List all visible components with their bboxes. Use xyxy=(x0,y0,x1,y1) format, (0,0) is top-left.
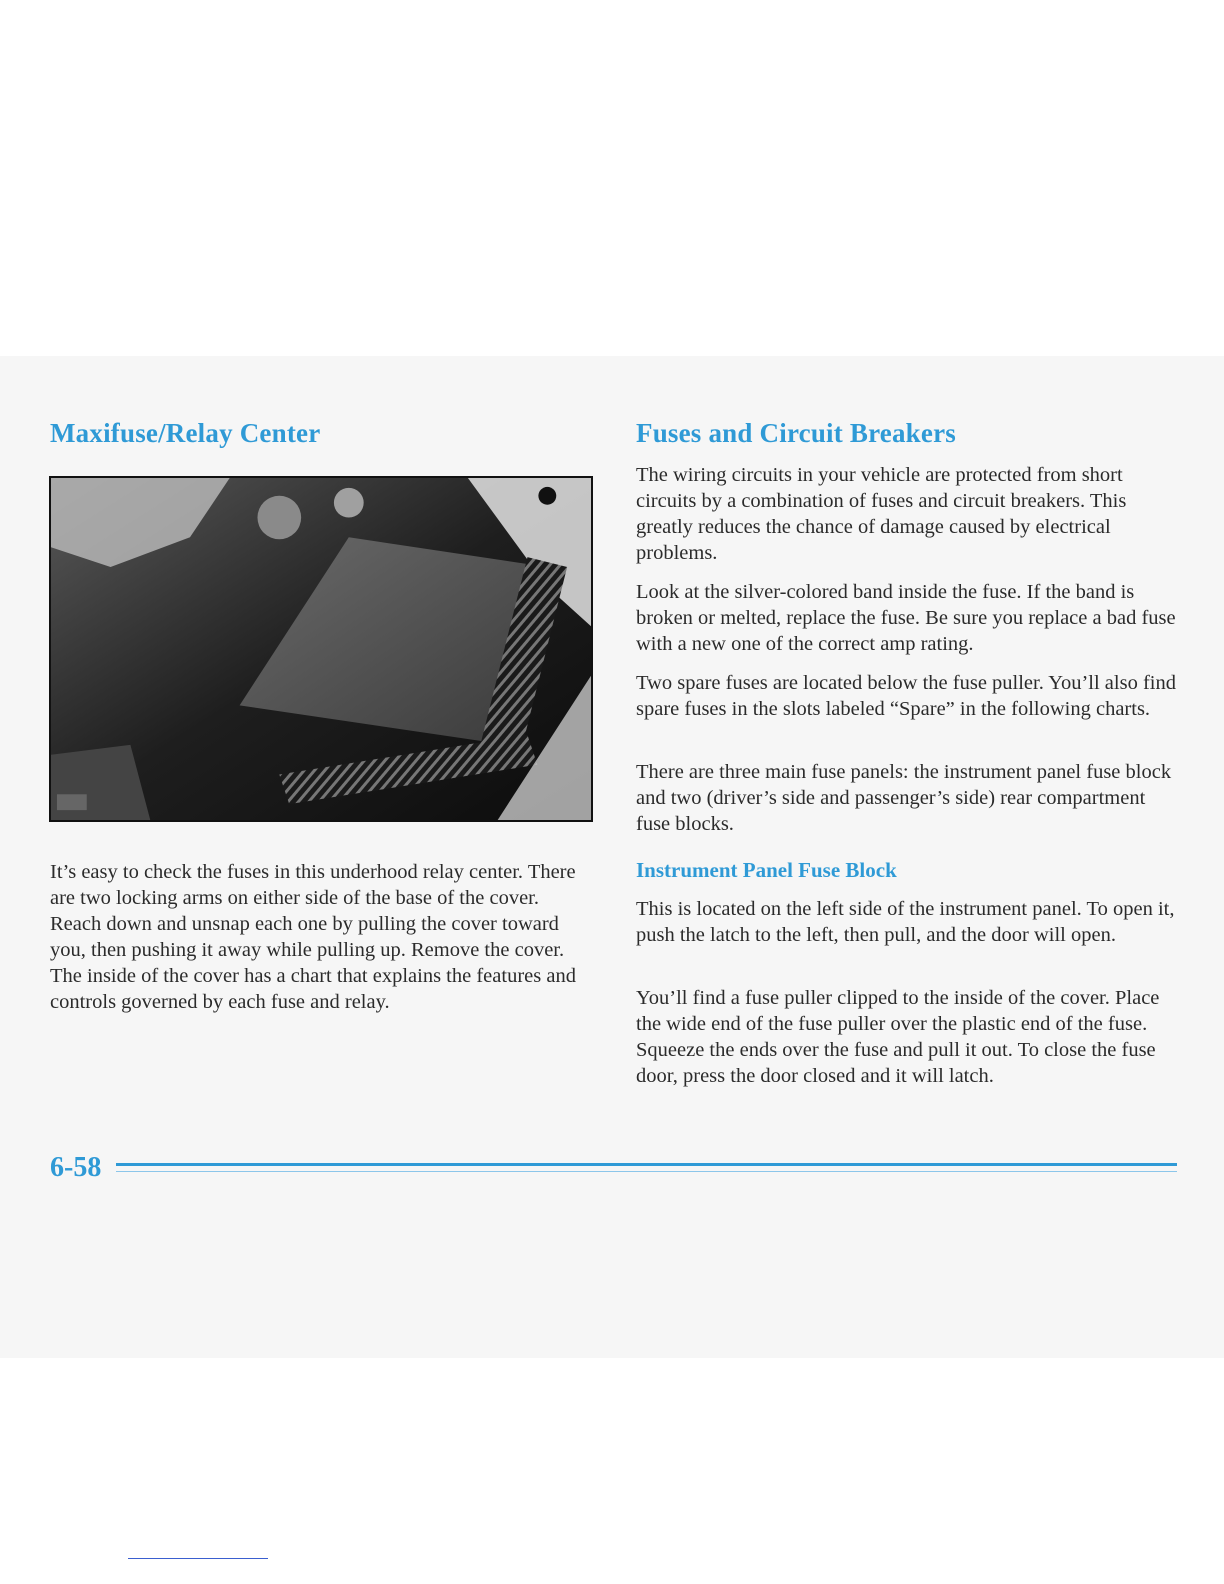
maxifuse-paragraph: It’s easy to check the fuses in this underhood relay center. There are two locking arms on either side of the base of the cover. Reach down and unsnap each one by pulling the cover toward you, then pushing it away while pulling up. Remove the cover. The inside of the cover has a chart that explains the features and controls governed by each fuse and relay. xyxy=(50,861,576,1013)
section-title-maxifuse: Maxifuse/Relay Center xyxy=(50,418,321,448)
footer-rule-thin xyxy=(116,1171,1177,1172)
subsection-title-instrument-panel: Instrument Panel Fuse Block xyxy=(636,858,897,882)
fuses-paragraph-4: There are three main fuse panels: the instrument panel fuse block and two (driver’s side and passenger’s side) rear compartment fuse blocks. xyxy=(636,761,1172,835)
page-number: 6-58 xyxy=(50,1152,102,1183)
instrument-panel-paragraph-1: This is located on the left side of the instrument panel. To open it, push the latch to the left, then pull, and the door will open. xyxy=(636,898,1175,946)
bottom-link-underline xyxy=(128,1558,268,1559)
section-title-fuses: Fuses and Circuit Breakers xyxy=(636,418,956,448)
underhood-relay-center-photo xyxy=(49,476,593,822)
instrument-panel-paragraph-2: You’ll find a fuse puller clipped to the inside of the cover. Place the wide end of the fuse puller over the plastic end of the fuse. Squeeze the ends over the fuse and pull it out. To close the fuse door, press the door closed and it will latch. xyxy=(636,987,1160,1087)
footer-rule xyxy=(116,1163,1177,1166)
fuses-paragraph-1: The wiring circuits in your vehicle are protected from short circuits by a combination of fuses and circuit breakers. This greatly reduces the chance of damage caused by electrical problems. xyxy=(636,464,1127,564)
fuses-paragraph-2: Look at the silver-colored band inside the fuse. If the band is broken or melted, replace the fuse. Be sure you replace a bad fuse with a new one of the correct amp rating. xyxy=(636,581,1176,655)
fuses-paragraph-3: Two spare fuses are located below the fuse puller. You’ll also find spare fuses in the slots labeled “Spare” in the following charts. xyxy=(636,672,1176,720)
photo-graphic xyxy=(51,478,591,820)
